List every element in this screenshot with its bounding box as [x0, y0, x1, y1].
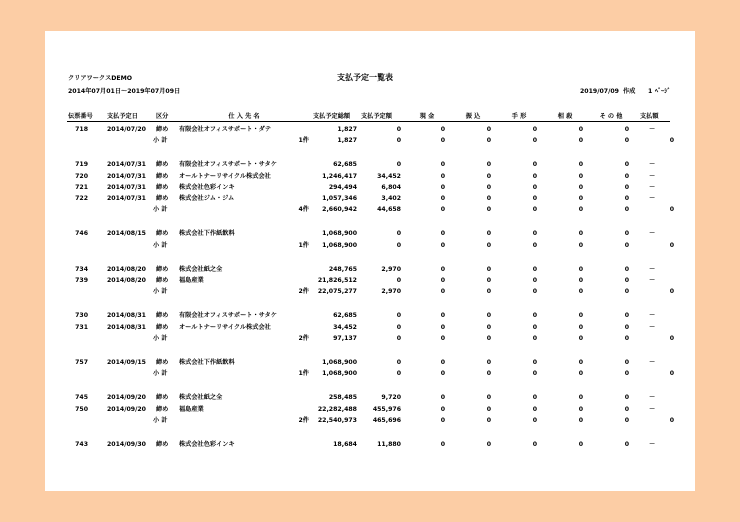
subtotal-genkin: 0: [440, 370, 445, 378]
subtotal-genkin: 0: [440, 137, 445, 145]
subtotal-count: 1件: [298, 241, 309, 249]
cell-tegata: 0: [532, 405, 537, 413]
cell-genkin: 0: [440, 161, 445, 169]
cell-yotei-gaku: 0: [396, 277, 401, 284]
subtotal-label: 小 計: [153, 288, 168, 296]
cell-sousai: 0: [578, 359, 583, 366]
cell-sonota: 0: [624, 265, 629, 273]
table-row: [45, 324, 695, 332]
cell-sousai: 0: [578, 183, 583, 191]
cell-shiiresaki: 株式会社下作紙飲料: [179, 359, 235, 366]
cell-yotei-gaku: 0: [396, 323, 401, 331]
cell-kubun: 締め: [156, 172, 169, 180]
subtotal-tegata: 0: [532, 206, 537, 214]
created-label: 作成: [623, 88, 636, 95]
col-denpyo: 伝票番号: [68, 113, 93, 120]
cell-kubun: 締め: [156, 405, 169, 413]
cell-yotei-sogaku: 294,494: [328, 183, 357, 191]
cell-yotei-gaku: 34,452: [377, 172, 401, 180]
cell-shiiresaki: 福島産業: [179, 405, 204, 413]
col-tegata: 手 形: [511, 113, 527, 120]
subtotal-sousai: 0: [578, 137, 583, 145]
subtotal-tegata: 0: [532, 416, 537, 424]
cell-shiharai-gaku: －: [649, 277, 656, 284]
cell-genkin: 0: [440, 183, 445, 191]
subtotal-tegata: 0: [532, 137, 537, 145]
cell-shiharai-gaku: －: [649, 441, 656, 448]
cell-furikomi: 0: [486, 405, 491, 413]
cell-genkin: 0: [440, 195, 445, 202]
cell-shiharai-gaku: －: [649, 312, 656, 320]
subtotal-label: 小 計: [153, 241, 168, 249]
cell-sonota: 0: [624, 161, 629, 169]
cell-yotei-date: 2014/08/20: [107, 265, 146, 273]
cell-shiiresaki: 株式会社下作紙飲料: [179, 230, 235, 238]
cell-yotei-date: 2014/08/31: [107, 312, 146, 320]
cell-denpyo: 720: [75, 172, 88, 180]
cell-sonota: 0: [624, 183, 629, 191]
cell-genkin: 0: [440, 441, 445, 448]
cell-genkin: 0: [440, 405, 445, 413]
subtotal-shiharai-gaku: 0: [669, 137, 674, 145]
cell-tegata: 0: [532, 441, 537, 448]
cell-yotei-gaku: 0: [396, 161, 401, 169]
subtotal-sousai: 0: [578, 288, 583, 296]
table-row: [45, 441, 695, 449]
cell-sousai: 0: [578, 277, 583, 284]
subtotal-count: 2件: [298, 416, 309, 424]
subtotal-yotei-sogaku: 2,660,942: [322, 206, 357, 214]
cell-tegata: 0: [532, 277, 537, 284]
subtotal-genkin: 0: [440, 416, 445, 424]
subtotal-yotei-gaku: 0: [396, 370, 401, 378]
subtotal-row: [45, 206, 695, 214]
cell-denpyo: 739: [75, 277, 88, 284]
cell-shiharai-gaku: －: [649, 183, 656, 191]
subtotal-sonota: 0: [624, 334, 629, 342]
cell-sousai: 0: [578, 195, 583, 202]
cell-shiiresaki: 株式会社紙之全: [179, 394, 223, 402]
subtotal-yotei-gaku: 0: [396, 241, 401, 249]
cell-denpyo: 746: [75, 230, 88, 238]
cell-denpyo: 745: [75, 394, 88, 402]
subtotal-furikomi: 0: [486, 288, 491, 296]
col-yotei-date: 支払予定日: [107, 113, 138, 120]
cell-yotei-gaku: 455,976: [372, 405, 401, 413]
cell-yotei-gaku: 0: [396, 359, 401, 366]
cell-kubun: 締め: [156, 195, 169, 202]
col-yotei-sogaku: 支払予定総額: [313, 113, 351, 120]
cell-yotei-sogaku: 62,685: [333, 161, 357, 169]
cell-denpyo: 721: [75, 183, 88, 191]
cell-sonota: 0: [624, 277, 629, 284]
cell-shiharai-gaku: －: [649, 161, 656, 169]
subtotal-row: [45, 335, 695, 343]
cell-yotei-date: 2014/07/31: [107, 161, 146, 169]
cell-yotei-date: 2014/07/31: [107, 172, 146, 180]
table-row: [45, 173, 695, 181]
subtotal-yotei-sogaku: 97,137: [333, 334, 357, 342]
cell-tegata: 0: [532, 195, 537, 202]
cell-yotei-date: 2014/07/31: [107, 183, 146, 191]
header-underline: [67, 121, 670, 122]
cell-furikomi: 0: [486, 441, 491, 448]
cell-kubun: 締め: [156, 359, 169, 366]
cell-furikomi: 0: [486, 195, 491, 202]
cell-furikomi: 0: [486, 394, 491, 402]
cell-sonota: 0: [624, 359, 629, 366]
table-row: [45, 161, 695, 169]
cell-furikomi: 0: [486, 183, 491, 191]
cell-sousai: 0: [578, 172, 583, 180]
cell-sonota: 0: [624, 394, 629, 402]
cell-yotei-sogaku: 18,684: [333, 441, 357, 448]
created-date: 2019/07/09: [580, 88, 619, 95]
cell-kubun: 締め: [156, 230, 169, 238]
subtotal-genkin: 0: [440, 206, 445, 214]
cell-yotei-date: 2014/09/30: [107, 441, 146, 448]
cell-tegata: 0: [532, 312, 537, 320]
cell-kubun: 締め: [156, 394, 169, 402]
table-row: [45, 312, 695, 320]
cell-denpyo: 757: [75, 359, 88, 366]
cell-furikomi: 0: [486, 126, 491, 133]
cell-kubun: 締め: [156, 126, 169, 133]
cell-yotei-date: 2014/09/20: [107, 405, 146, 413]
subtotal-shiharai-gaku: 0: [669, 370, 674, 378]
cell-shiiresaki: 福島産業: [179, 277, 204, 284]
table-row: [45, 359, 695, 367]
subtotal-yotei-gaku: 0: [396, 334, 401, 342]
cell-yotei-date: 2014/07/31: [107, 195, 146, 202]
cell-denpyo: 731: [75, 323, 88, 331]
table-row: [45, 195, 695, 203]
cell-shiharai-gaku: －: [649, 265, 656, 273]
cell-shiiresaki: 株式会社色彩インキ: [179, 183, 235, 191]
cell-sonota: 0: [624, 230, 629, 238]
cell-yotei-gaku: 3,402: [381, 195, 401, 202]
cell-shiiresaki: 有限会社オフィスサポート・ダテ: [179, 126, 272, 133]
report-title: 支払予定一覧表: [337, 73, 393, 82]
company-name: クリアワークスDEMO: [68, 75, 133, 82]
cell-yotei-date: 2014/09/20: [107, 394, 146, 402]
cell-yotei-date: 2014/08/20: [107, 277, 146, 284]
cell-sonota: 0: [624, 126, 629, 133]
cell-sonota: 0: [624, 441, 629, 448]
subtotal-yotei-sogaku: 1,068,900: [322, 241, 357, 249]
subtotal-count: 4件: [298, 206, 309, 214]
cell-genkin: 0: [440, 323, 445, 331]
subtotal-furikomi: 0: [486, 206, 491, 214]
subtotal-furikomi: 0: [486, 241, 491, 249]
cell-sousai: 0: [578, 230, 583, 238]
cell-sousai: 0: [578, 265, 583, 273]
report-period: 2014年07月01日～2019年07月09日: [68, 88, 181, 95]
cell-tegata: 0: [532, 126, 537, 133]
table-row: [45, 406, 695, 414]
cell-tegata: 0: [532, 359, 537, 366]
subtotal-genkin: 0: [440, 334, 445, 342]
page-unit: ﾍﾟｰｼﾞ: [655, 88, 671, 95]
table-row: [45, 126, 695, 134]
subtotal-row: [45, 242, 695, 250]
subtotal-furikomi: 0: [486, 416, 491, 424]
cell-yotei-gaku: 6,804: [381, 183, 401, 191]
cell-furikomi: 0: [486, 172, 491, 180]
subtotal-count: 2件: [298, 334, 309, 342]
subtotal-sonota: 0: [624, 370, 629, 378]
subtotal-count: 2件: [298, 288, 309, 296]
subtotal-label: 小 計: [153, 416, 168, 424]
cell-yotei-gaku: 0: [396, 312, 401, 320]
subtotal-genkin: 0: [440, 288, 445, 296]
cell-sonota: 0: [624, 195, 629, 202]
subtotal-shiharai-gaku: 0: [669, 288, 674, 296]
subtotal-yotei-sogaku: 1,068,900: [322, 370, 357, 378]
cell-furikomi: 0: [486, 230, 491, 238]
cell-tegata: 0: [532, 265, 537, 273]
col-sousai: 相 殺: [557, 113, 573, 120]
cell-yotei-gaku: 0: [396, 126, 401, 133]
cell-shiharai-gaku: －: [649, 359, 656, 366]
subtotal-genkin: 0: [440, 241, 445, 249]
cell-yotei-sogaku: 21,826,512: [317, 277, 357, 284]
subtotal-yotei-sogaku: 22,540,973: [317, 416, 357, 424]
cell-shiharai-gaku: －: [649, 394, 656, 402]
cell-shiharai-gaku: －: [649, 405, 656, 413]
cell-yotei-sogaku: 1,068,900: [322, 359, 357, 366]
cell-denpyo: 719: [75, 161, 88, 169]
cell-yotei-gaku: 0: [396, 230, 401, 238]
cell-genkin: 0: [440, 277, 445, 284]
subtotal-shiharai-gaku: 0: [669, 416, 674, 424]
col-furikomi: 振 込: [465, 113, 481, 120]
subtotal-sousai: 0: [578, 416, 583, 424]
subtotal-furikomi: 0: [486, 334, 491, 342]
table-row: [45, 230, 695, 238]
cell-denpyo: 722: [75, 195, 88, 202]
cell-kubun: 締め: [156, 183, 169, 191]
cell-genkin: 0: [440, 172, 445, 180]
cell-denpyo: 718: [75, 126, 88, 133]
subtotal-row: [45, 288, 695, 296]
cell-shiharai-gaku: －: [649, 323, 656, 331]
cell-shiharai-gaku: －: [649, 195, 656, 202]
subtotal-sonota: 0: [624, 288, 629, 296]
cell-denpyo: 750: [75, 405, 88, 413]
subtotal-tegata: 0: [532, 288, 537, 296]
cell-genkin: 0: [440, 359, 445, 366]
cell-tegata: 0: [532, 183, 537, 191]
cell-yotei-gaku: 9,720: [381, 394, 401, 402]
subtotal-label: 小 計: [153, 206, 168, 214]
cell-kubun: 締め: [156, 265, 169, 273]
subtotal-label: 小 計: [153, 334, 168, 342]
col-genkin: 現 金: [419, 113, 435, 120]
cell-tegata: 0: [532, 161, 537, 169]
subtotal-sousai: 0: [578, 334, 583, 342]
cell-yotei-sogaku: 1,246,417: [322, 172, 357, 180]
table-row: [45, 277, 695, 285]
subtotal-yotei-gaku: 0: [396, 137, 401, 145]
subtotal-label: 小 計: [153, 137, 168, 145]
cell-shiiresaki: 株式会社色彩インキ: [179, 441, 235, 448]
cell-yotei-gaku: 11,880: [377, 441, 401, 448]
table-row: [45, 266, 695, 274]
subtotal-tegata: 0: [532, 370, 537, 378]
cell-shiiresaki: 有限会社オフィスサポート・サタケ: [179, 161, 277, 169]
cell-shiiresaki: オールトナーリサイクル株式会社: [179, 323, 271, 331]
cell-furikomi: 0: [486, 277, 491, 284]
cell-denpyo: 743: [75, 441, 88, 448]
cell-shiiresaki: 株式会社紙之全: [179, 265, 223, 273]
cell-genkin: 0: [440, 312, 445, 320]
cell-genkin: 0: [440, 394, 445, 402]
subtotal-shiharai-gaku: 0: [669, 241, 674, 249]
subtotal-tegata: 0: [532, 334, 537, 342]
subtotal-furikomi: 0: [486, 370, 491, 378]
cell-yotei-sogaku: 248,765: [328, 265, 357, 273]
cell-yotei-date: 2014/08/31: [107, 323, 146, 331]
subtotal-sousai: 0: [578, 206, 583, 214]
cell-yotei-sogaku: 1,068,900: [322, 230, 357, 238]
cell-shiharai-gaku: －: [649, 230, 656, 238]
subtotal-yotei-gaku: 2,970: [381, 288, 401, 296]
page-number: 1: [648, 88, 653, 95]
cell-sousai: 0: [578, 161, 583, 169]
subtotal-row: [45, 137, 695, 145]
cell-yotei-sogaku: 1,057,346: [322, 195, 357, 202]
cell-shiiresaki: 有限会社オフィスサポート・サタケ: [179, 312, 277, 320]
subtotal-count: 1件: [298, 137, 309, 145]
col-kubun: 区分: [156, 113, 169, 120]
col-sonota: そ の 他: [599, 113, 623, 120]
cell-yotei-gaku: 2,970: [381, 265, 401, 273]
cell-shiharai-gaku: －: [649, 126, 656, 133]
subtotal-yotei-sogaku: 22,075,277: [317, 288, 357, 296]
report-sheet: [45, 31, 695, 491]
cell-kubun: 締め: [156, 312, 169, 320]
cell-sonota: 0: [624, 405, 629, 413]
cell-yotei-sogaku: 22,282,488: [317, 405, 357, 413]
cell-sonota: 0: [624, 323, 629, 331]
cell-shiharai-gaku: －: [649, 172, 656, 180]
subtotal-sonota: 0: [624, 137, 629, 145]
subtotal-furikomi: 0: [486, 137, 491, 145]
cell-denpyo: 730: [75, 312, 88, 320]
col-shiharai-gaku: 支払額: [640, 113, 659, 120]
cell-sonota: 0: [624, 312, 629, 320]
col-yotei-gaku: 支払予定額: [361, 113, 392, 120]
cell-yotei-sogaku: 34,452: [333, 323, 357, 331]
cell-sousai: 0: [578, 441, 583, 448]
subtotal-sonota: 0: [624, 241, 629, 249]
cell-furikomi: 0: [486, 265, 491, 273]
cell-yotei-sogaku: 258,485: [328, 394, 357, 402]
cell-sousai: 0: [578, 394, 583, 402]
subtotal-tegata: 0: [532, 241, 537, 249]
cell-sousai: 0: [578, 312, 583, 320]
cell-yotei-date: 2014/08/15: [107, 230, 146, 238]
subtotal-label: 小 計: [153, 370, 168, 378]
cell-sousai: 0: [578, 323, 583, 331]
cell-shiiresaki: 株式会社ジム・ジム: [179, 195, 235, 202]
cell-kubun: 締め: [156, 277, 169, 284]
subtotal-row: [45, 370, 695, 378]
subtotal-yotei-sogaku: 1,827: [337, 137, 357, 145]
subtotal-row: [45, 417, 695, 425]
cell-sousai: 0: [578, 405, 583, 413]
cell-tegata: 0: [532, 230, 537, 238]
cell-furikomi: 0: [486, 161, 491, 169]
subtotal-shiharai-gaku: 0: [669, 206, 674, 214]
cell-tegata: 0: [532, 172, 537, 180]
cell-genkin: 0: [440, 230, 445, 238]
table-row: [45, 184, 695, 192]
cell-furikomi: 0: [486, 359, 491, 366]
subtotal-sonota: 0: [624, 206, 629, 214]
subtotal-yotei-gaku: 44,658: [377, 206, 401, 214]
cell-shiiresaki: オールトナーリサイクル株式会社: [179, 172, 271, 180]
cell-yotei-sogaku: 62,685: [333, 312, 357, 320]
cell-sonota: 0: [624, 172, 629, 180]
cell-yotei-date: 2014/07/20: [107, 126, 146, 133]
cell-yotei-date: 2014/09/15: [107, 359, 146, 366]
cell-tegata: 0: [532, 394, 537, 402]
cell-kubun: 締め: [156, 161, 169, 169]
cell-furikomi: 0: [486, 323, 491, 331]
cell-kubun: 締め: [156, 441, 169, 448]
subtotal-yotei-gaku: 465,696: [372, 416, 401, 424]
cell-yotei-sogaku: 1,827: [337, 126, 357, 133]
subtotal-sousai: 0: [578, 370, 583, 378]
cell-furikomi: 0: [486, 312, 491, 320]
cell-genkin: 0: [440, 126, 445, 133]
subtotal-shiharai-gaku: 0: [669, 334, 674, 342]
cell-sousai: 0: [578, 126, 583, 133]
cell-denpyo: 734: [75, 265, 88, 273]
subtotal-sousai: 0: [578, 241, 583, 249]
subtotal-sonota: 0: [624, 416, 629, 424]
cell-kubun: 締め: [156, 323, 169, 331]
cell-tegata: 0: [532, 323, 537, 331]
table-row: [45, 394, 695, 402]
cell-genkin: 0: [440, 265, 445, 273]
subtotal-count: 1件: [298, 370, 309, 378]
col-shiiresaki: 仕 入 先 名: [228, 113, 260, 120]
